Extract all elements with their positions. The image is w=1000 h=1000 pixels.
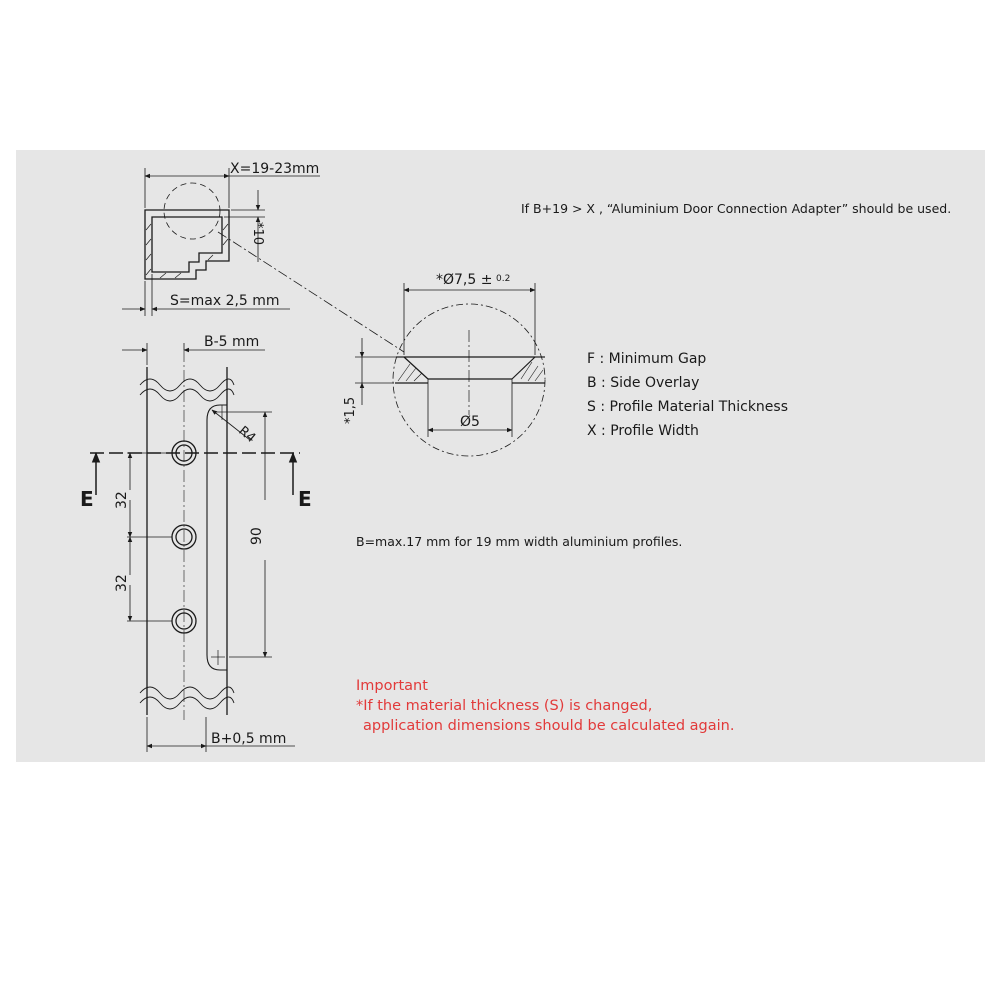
dim-s: S=max 2,5 mm: [170, 293, 280, 309]
front-view: [90, 343, 300, 752]
dim-b-plus: B+0,5 mm: [211, 731, 287, 747]
b-max-note: B=max.17 mm for 19 mm width aluminium profiles.: [356, 534, 683, 549]
adapter-note: If B+19 > X , “Aluminium Door Connection Adapter” should be used.: [521, 201, 952, 216]
important-line-2: application dimensions should be calculated again.: [363, 718, 735, 734]
legend-item-f: F : Minimum Gap: [587, 351, 707, 367]
dim-b-minus: B-5 mm: [204, 334, 260, 350]
important-note: [356, 676, 734, 736]
important-line-1: *If the material thickness (S) is changed,: [356, 698, 653, 714]
dim-pitch-2: 32: [114, 574, 130, 592]
legend-item-b: B : Side Overlay: [587, 375, 700, 391]
dim-pitch-1: 32: [114, 491, 130, 509]
dim-depth: *1,5: [343, 396, 358, 424]
section-label-right: E: [298, 487, 312, 511]
dim-counterbore: *Ø7,5 ±: [436, 272, 493, 288]
legend-item-s: S : Profile Material Thickness: [587, 399, 789, 415]
dim-radius: R4: [235, 423, 259, 447]
legend: [587, 347, 788, 443]
dim-x: X=19-23mm: [230, 161, 320, 177]
legend-item-x: X : Profile Width: [587, 423, 699, 439]
dim-tolerance: 0.2: [496, 274, 511, 284]
section-label-left: E: [80, 487, 94, 511]
dim-hole-dia: Ø5: [460, 414, 480, 430]
profile-section: [122, 168, 404, 352]
dim-slot-length: 90: [249, 527, 265, 545]
dim-star-ten: *10: [250, 222, 265, 246]
important-heading: Important: [356, 678, 428, 694]
countersink-detail: [355, 283, 545, 456]
